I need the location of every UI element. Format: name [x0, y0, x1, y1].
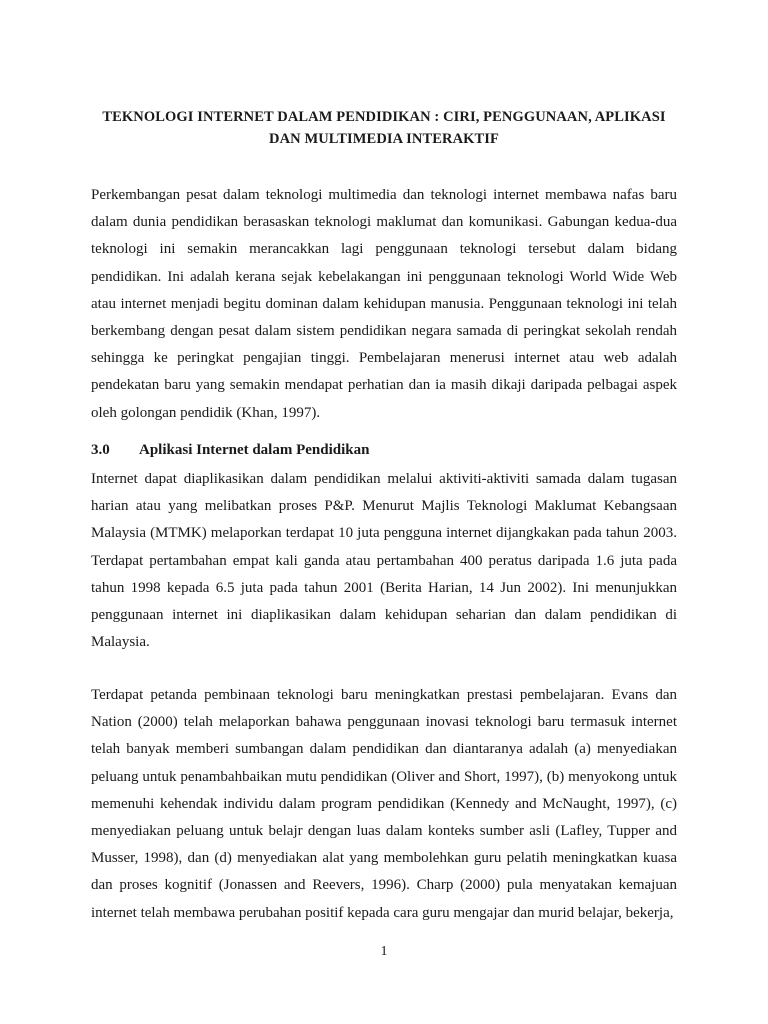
paragraph-new-technology: Terdapat petanda pembinaan teknologi baru meningkatkan prestasi pembelajaran. Evans dan Nation (2000) telah melaporkan bahawa penggunaan inovasi teknologi baru termasuk internet telah banyak memberi sumbangan dalam pendidikan dan diantaranya adalah (a) menyediakan peluang untuk penambahbaikan mutu pendidikan (Oliver and Short, 1997), (b) menyokong untuk memenuhi kehendak individu dalam program pendidikan (Kennedy and McNaught, 1997), (c) menyediakan peluang untuk belajr dengan luas dalam konteks sumber asli (Lafley, Tupper and Musser, 1998), dan (d) menyediakan alat yang membolehkan guru pelatih meningkatkan kuasa dan proses kognitif (Jonassen and Reevers, 1996). Charp (2000) pula menyatakan kemajuan internet telah membawa perubahan positif kepada cara guru mengajar dan murid belajar, bekerja,	[91, 687, 677, 921]
paragraph-intro: Perkembangan pesat dalam teknologi multimedia dan teknologi internet membawa nafas baru dalam dunia pendidikan berasaskan teknologi maklumat dan komunikasi. Gabungan kedua-dua teknologi ini semakin merancakkan lagi penggunaan teknologi tersebut dalam bidang pendidikan. Ini adalah kerana sejak kebelakangan ini penggunaan teknologi World Wide Web atau internet menjadi begitu dominan dalam kehidupan manusia. Penggunaan teknologi ini telah berkembang dengan pesat dalam sistem pendidikan negara samada di peringkat sekolah rendah sehingga ke peringkat pengajian tinggi. Pembelajaran menerusi internet atau web adalah pendekatan baru yang semakin mendapat perhatian dan ia masih dikaji daripada pelbagai aspek oleh golongan pendidik (Khan, 1997).	[91, 187, 677, 421]
section-title: Aplikasi Internet dalam Pendidikan	[139, 442, 370, 458]
document-title	[70, 106, 698, 150]
page-number: 1	[380, 944, 388, 959]
title-line-2: DAN MULTIMEDIA INTERAKTIF	[269, 131, 499, 147]
section-number: 3.0	[91, 442, 110, 458]
paragraph-internet-application: Internet dapat diaplikasikan dalam pendidikan melalui aktiviti-aktiviti samada dalam tugasan harian atau yang melibatkan proses P&P. Menurut Majlis Teknologi Maklumat Kebangsaan Malaysia (MTMK) melaporkan terdapat 10 juta pengguna internet dijangkakan pada tahun 2003. Terdapat pertambahan empat kali ganda atau pertambahan 400 peratus daripada 1.6 juta pada tahun 1998 kepada 6.5 juta pada tahun 2001 (Berita Harian, 14 Jun 2002). Ini menunjukkan penggunaan internet ini diaplikasikan dalam kehidupan seharian dan dalam pendidikan di Malaysia.	[91, 471, 677, 651]
title-line-1: TEKNOLOGI INTERNET DALAM PENDIDIKAN : CIRI, PENGGUNAAN, APLIKASI	[102, 109, 666, 125]
section-heading	[91, 438, 369, 462]
